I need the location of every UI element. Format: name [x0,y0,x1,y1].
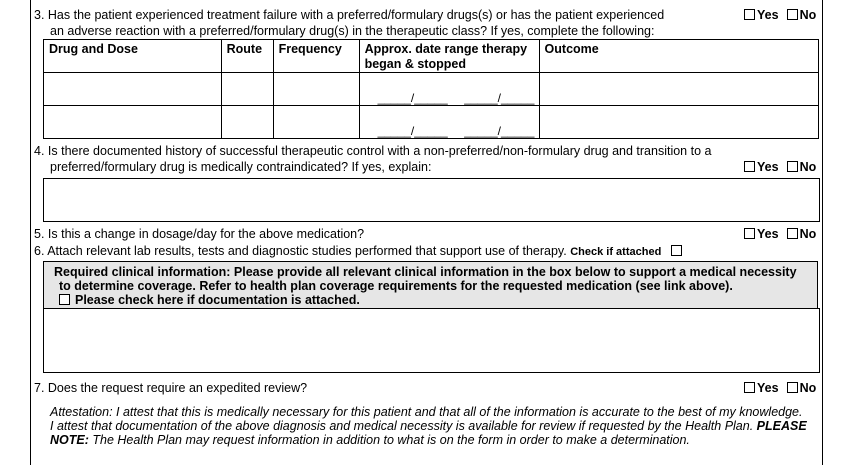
cell-route[interactable] [221,73,273,106]
question-3-line1: 3. Has the patient experienced treatment failure with a preferred/formulary drugs(s) or has the patient experienced [34,8,665,22]
cell-date-range[interactable] [359,73,539,106]
question-5-text: 5. Is this a change in dosage/day for the above medication? [34,227,365,241]
header-outcome: Outcome [539,40,818,73]
required-info-line3: Please check here if documentation is attached. [75,293,360,307]
q7-no-label: No [799,381,817,395]
q3-yes-checkbox[interactable] [744,9,755,20]
cell-drug-and-dose[interactable] [44,73,222,106]
q4-no-checkbox[interactable] [787,161,798,172]
question-6-text: 6. Attach relevant lab results, tests and diagnostic studies performed that support use of therapy. [34,244,567,258]
attestation-block [50,405,818,447]
q5-no-label: No [799,227,817,241]
cell-frequency[interactable] [273,73,359,106]
date-range-blanks: _____/_____ _____/_____ [377,124,535,138]
q5-yes-label: Yes [757,227,779,241]
clinical-info-box[interactable] [43,308,820,373]
required-info-line1: Required clinical information: Please provide all relevant clinical information in the box below to support a medical necessity [54,265,797,279]
question-7-yes-no [744,381,816,395]
attestation-line2-text: I attest that documentation of the above diagnosis and medical necessity is available for review if requested by the Health Plan. [50,419,754,433]
q7-yes-label: Yes [757,381,779,395]
cell-route[interactable] [221,106,273,139]
question-4-line2: preferred/formulary drug is medically contraindicated? If yes, explain: [50,160,432,174]
q5-yes-checkbox[interactable] [744,228,755,239]
date-range-blanks: _____/_____ _____/_____ [377,91,535,105]
q7-no-checkbox[interactable] [787,382,798,393]
table-row [44,73,819,106]
cell-frequency[interactable] [273,106,359,139]
documentation-attached-checkbox[interactable] [59,294,70,305]
attestation-line1: Attestation: I attest that this is medically necessary for this patient and that all of the information is accurate to the best of my knowledge. [50,405,803,419]
question-6-line [34,243,682,260]
q3-no-label: No [799,8,817,22]
q5-no-checkbox[interactable] [787,228,798,239]
header-drug-and-dose: Drug and Dose [44,40,222,73]
attestation-please: PLEASE [756,419,807,433]
header-date-range: Approx. date range therapy began & stopped [359,40,539,73]
question-4-yes-no [744,160,816,174]
check-if-attached-label: Check if attached [570,246,662,258]
cell-outcome[interactable] [539,106,818,139]
q4-yes-label: Yes [757,160,779,174]
attestation-line3 [50,433,818,447]
drug-history-table [43,39,819,139]
question-4-line1: 4. Is there documented history of successful therapeutic control with a non-preferred/non-formulary drug and transition to a [34,144,712,158]
table-header-row [44,40,819,73]
q4-no-label: No [799,160,817,174]
form-border-right [822,0,823,465]
table-row [44,106,819,139]
attached-checkbox[interactable] [671,245,682,256]
cell-outcome[interactable] [539,73,818,106]
attestation-note: NOTE: [50,433,89,447]
question-7-text: 7. Does the request require an expedited review? [34,381,308,395]
required-info-line3-wrap [54,293,807,307]
q4-yes-checkbox[interactable] [744,161,755,172]
attestation-line2 [50,419,818,433]
q3-no-checkbox[interactable] [787,9,798,20]
cell-date-range[interactable] [359,106,539,139]
question-3-line2: an adverse reaction with a preferred/formulary drug(s) in the therapeutic class? If yes, complete the following: [50,24,655,38]
attestation-line3-text: The Health Plan may request information in addition to what is on the form in order to make a determination. [92,433,690,447]
header-frequency: Frequency [273,40,359,73]
required-info-line2: to determine coverage. Refer to health plan coverage requirements for the requested medication (see link above). [59,279,733,293]
cell-drug-and-dose[interactable] [44,106,222,139]
required-info-panel [43,261,818,309]
q7-yes-checkbox[interactable] [744,382,755,393]
question-3-yes-no [744,8,816,22]
header-route: Route [221,40,273,73]
form-border-left [30,0,31,465]
q3-yes-label: Yes [757,8,779,22]
question-4-explain-box[interactable] [43,178,820,222]
question-5-yes-no [744,227,816,241]
